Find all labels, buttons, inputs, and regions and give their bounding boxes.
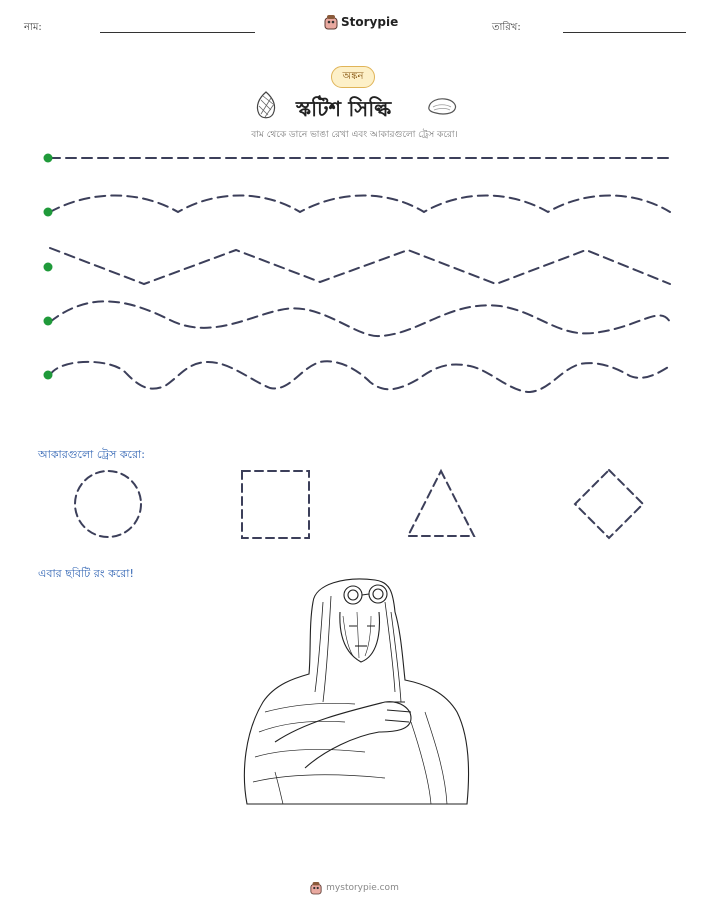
- trace-shapes: [0, 460, 709, 550]
- shapes-section-label: আকারগুলো ট্রেস করো:: [38, 448, 145, 461]
- coloring-figure-illustration[interactable]: [235, 572, 475, 817]
- date-field[interactable]: [563, 32, 686, 33]
- storypie-logo: [324, 14, 398, 30]
- storypie-mascot-icon: [324, 14, 338, 30]
- shape-triangle[interactable]: [408, 471, 474, 536]
- start-dot: [44, 154, 53, 163]
- shape-diamond[interactable]: [575, 470, 643, 538]
- date-label: তারিখ:: [492, 22, 521, 33]
- shape-circle[interactable]: [75, 471, 141, 537]
- tracing-line-gentle-wave[interactable]: [50, 196, 670, 213]
- instruction-text: বাম থেকে ডানে ভাঙা রেখা এবং আকারগুলো ট্রেস করো।: [251, 130, 458, 140]
- start-dot: [44, 317, 53, 326]
- tracing-lines: [0, 140, 709, 410]
- tracing-line-tight-wave[interactable]: [50, 361, 670, 392]
- stone-icon: [426, 96, 458, 116]
- brand-name: Storypie: [341, 15, 399, 29]
- shape-square[interactable]: [242, 471, 309, 538]
- start-dot: [44, 208, 53, 217]
- storypie-mascot-icon: [310, 881, 322, 895]
- page-title: স্কটিশ সিল্কি: [296, 97, 392, 121]
- tracing-line-zigzag[interactable]: [50, 248, 670, 284]
- start-dot: [44, 263, 53, 272]
- category-badge: অঙ্কন: [331, 66, 375, 88]
- footer: [0, 881, 709, 895]
- pinecone-icon: [253, 90, 279, 120]
- footer-site-link[interactable]: mystorypie.com: [326, 883, 399, 893]
- start-dot: [44, 371, 53, 380]
- tracing-line-wave[interactable]: [50, 301, 670, 336]
- name-label: নাম:: [24, 22, 42, 33]
- name-field[interactable]: [100, 32, 255, 33]
- coloring-section-label: এবার ছবিটি রং করো!: [38, 567, 134, 580]
